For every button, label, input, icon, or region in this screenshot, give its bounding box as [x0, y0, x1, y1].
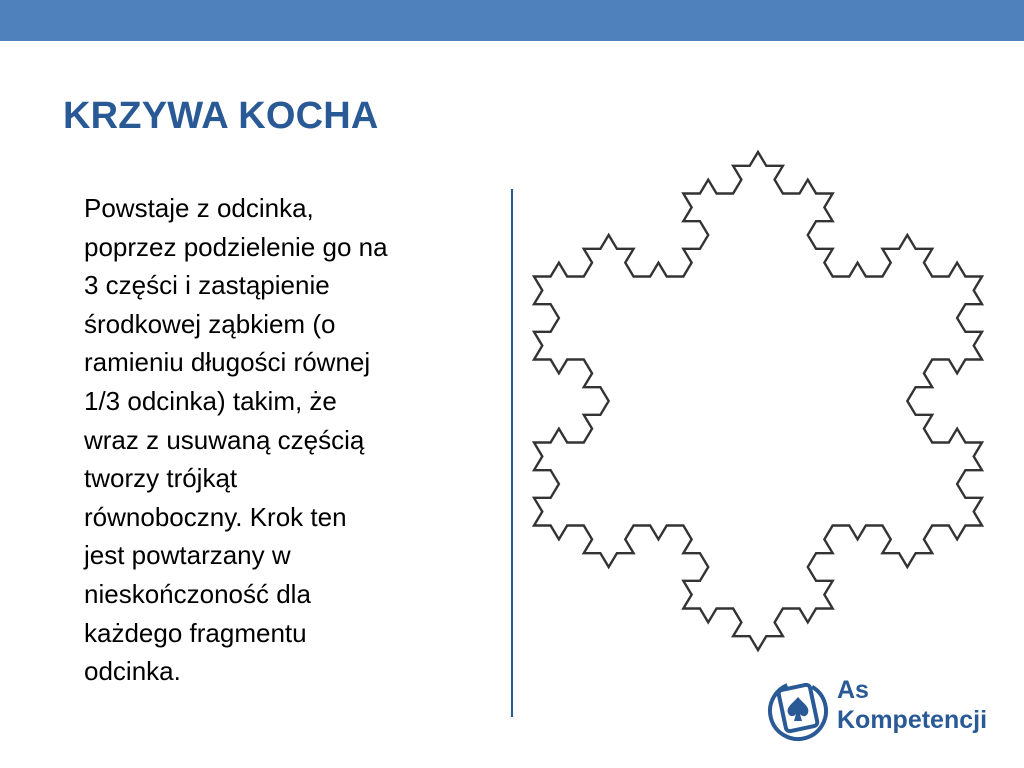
body-text-line: Powstaje z odcinka, [84, 193, 314, 223]
body-text-line: równoboczny. Krok ten [84, 501, 347, 532]
body-text-line: jest powtarzany w [84, 540, 291, 571]
body-text-line: 3 części i zastąpienie [84, 270, 330, 301]
koch-snowflake-svg [528, 146, 988, 656]
body-text-line: poprzez podzielenie go na [84, 231, 388, 262]
body-text-line: każdego fragmentu [84, 617, 307, 648]
body-text [82, 189, 502, 691]
body-text-line: odcinka. [84, 656, 181, 687]
vertical-divider [511, 189, 513, 717]
body-text-line: nieskończoność dla [84, 578, 311, 609]
logo-line-1: As [837, 676, 869, 704]
body-text-line: ramieniu długości równej [84, 347, 371, 378]
body-text-line: tworzy trójkąt [84, 463, 238, 494]
logo-line-2: Kompetencji [837, 706, 988, 734]
logo-wordmark [837, 675, 987, 735]
body-text-line: wraz z usuwaną częścią [84, 424, 365, 455]
as-kompetencji-logo [764, 667, 1004, 747]
slide-title: KRZYWA KOCHA [63, 95, 379, 137]
koch-snowflake-outline [534, 152, 982, 650]
body-text-line: 1/3 odcinka) takim, że [84, 385, 337, 416]
top-accent-bar [0, 0, 1024, 41]
koch-snowflake-figure [528, 146, 988, 656]
spade-card-icon [764, 673, 834, 743]
body-text-line: środkowej ząbkiem (o [84, 308, 336, 339]
